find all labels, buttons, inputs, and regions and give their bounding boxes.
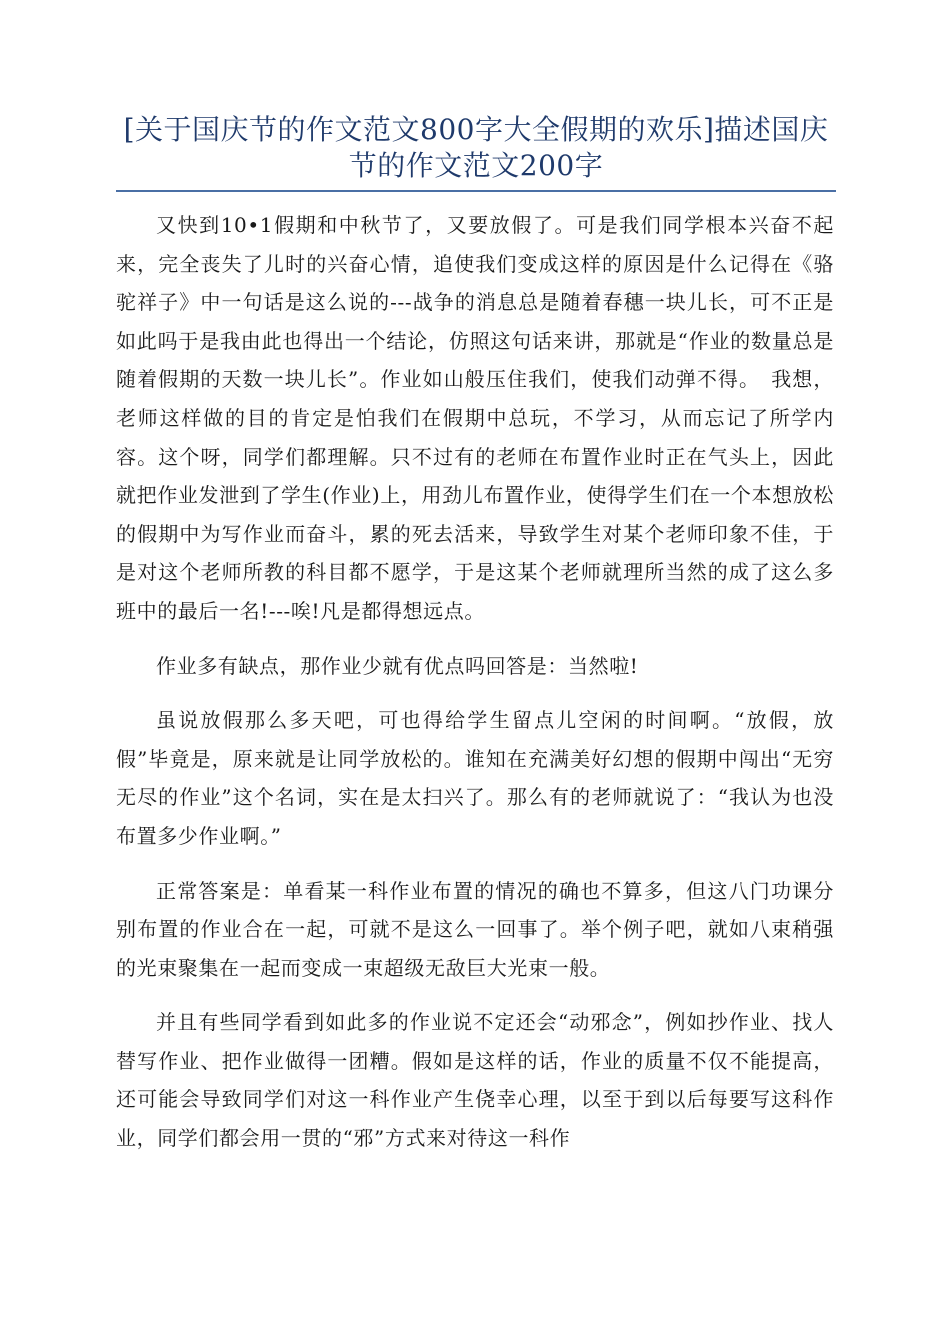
page-title: [关于国庆节的作文范文800字大全假期的欢乐]描述国庆节的作文范文200字 — [123, 113, 829, 182]
title-block — [116, 112, 836, 192]
paragraph-5: 并且有些同学看到如此多的作业说不定还会“动邪念”，例如抄作业、找人替写作业、把作业做得一团糟。假如是这样的话，作业的质量不仅不能提高，还可能会导致同学们对这一科作业产生侥幸心理，以至于到以后每要写这科作业，同学们都会用一贯的“邪”方式来对待这一科作 — [116, 1010, 834, 1151]
paragraph-3: 虽说放假那么多天吧，可也得给学生留点儿空闲的时间啊。“放假，放假”毕竟是，原来就是让同学放松的。谁知在充满美好幻想的假期中闯出“无穷无尽的作业”这个名词，实在是太扫兴了。那么有的老师就说了：“我认为也没布置多少作业啊。” — [116, 708, 834, 848]
paragraph-4: 正常答案是：单看某一科作业布置的情况的确也不算多，但这八门功课分别布置的作业合在一起，可就不是这么一回事了。举个例子吧，就如八束稍强的光束聚集在一起而变成一束超级无敌巨大光束一般。 — [116, 878, 834, 980]
paragraph-1: 又快到10•1假期和中秋节了，又要放假了。可是我们同学根本兴奋不起来，完全丧失了儿时的兴奋心情，追使我们变成这样的原因是什么记得在《骆驼祥子》中一句话是这么说的---战争的消息总是随着春穗一块儿长，可不正是如此吗于是我由此也得出一个结论，仿照这句话来讲，那就是“作业的数量总是随着假期的天数一块儿长”。作业如山般压住我们，使我们动弹不得。 我想，老师这样做的目的肯定是怕我们在假期中总玩，不学习，从而忘记了所学内容。这个呀，同学们都理解。只不过有的老师在布置作业时正在气头上，因此就把作业发泄到了学生(作业)上，用劲儿布置作业，使得学生们在一个本想放松的假期中为写作业而奋斗，累的死去活来，导致学生对某个老师印象不佳，于是对这个老师所教的科目都不愿学，于是这某个老师就理所当然的成了这么多班中的最后一名!---唉!凡是都得想远点。 — [116, 213, 834, 623]
paragraph-2: 作业多有缺点，那作业少就有优点吗回答是：当然啦! — [156, 653, 639, 678]
article-body — [116, 206, 834, 1174]
